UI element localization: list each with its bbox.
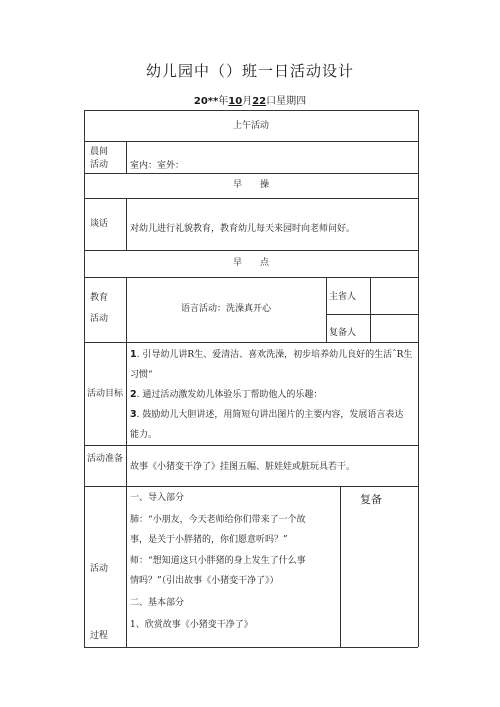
table-line bbox=[84, 141, 418, 142]
section-morning-activities: 上午活动 bbox=[232, 121, 269, 131]
table-line bbox=[84, 277, 418, 278]
co-preparer-label: 复备人 bbox=[329, 328, 357, 338]
morning-activity-content: 室内：室外： bbox=[130, 161, 185, 171]
review-column-title: 复备 bbox=[360, 493, 382, 506]
row-label-process-1: 活动 bbox=[90, 564, 109, 574]
date-year-suffix: 年 bbox=[218, 96, 229, 107]
process-line: 二、基本部分 bbox=[130, 598, 185, 608]
goal-1-cont: 习惯“ bbox=[130, 370, 153, 380]
preparation-content: 故事《小猪变干净了》挂图五幅、脏娃娃或脏玩具若干。 bbox=[130, 462, 356, 472]
table-line bbox=[326, 277, 327, 342]
date-day: 22 bbox=[252, 96, 267, 107]
table-line bbox=[126, 141, 127, 173]
section-morning-exercise: 早 操 bbox=[232, 180, 269, 190]
process-line: 事，是关于小胖猪的，你们愿意听吗？” bbox=[130, 535, 288, 545]
table-line bbox=[84, 173, 418, 174]
table-line bbox=[84, 110, 418, 111]
goal-1-text: . 引导幼儿讲R生、爱清洁、喜欢洗澡，初步培养幼儿良好的生活ˆR生 bbox=[136, 350, 413, 360]
goal-3 bbox=[130, 405, 416, 425]
table-line bbox=[340, 486, 341, 647]
date-month: 10 bbox=[228, 96, 243, 107]
main-preparer-label: 主省人 bbox=[329, 292, 357, 302]
goal-3-text: . 鼓励幼儿大胆讲述，用简短句讲出图片的主要内容，发展语言表达 bbox=[136, 410, 404, 420]
row-label-education-1: 教育 bbox=[90, 293, 109, 303]
section-breakfast: 早 点 bbox=[232, 258, 269, 268]
table-line bbox=[370, 277, 371, 342]
row-label-morning-activity-1: 晨间 bbox=[90, 147, 109, 157]
goal-1-num: 1 bbox=[130, 349, 137, 360]
goal-2 bbox=[130, 385, 416, 405]
table-line bbox=[418, 110, 419, 647]
table-line bbox=[84, 342, 418, 343]
table-line bbox=[126, 198, 127, 250]
table-line bbox=[84, 250, 418, 251]
page-title: 幼儿园中（）班一日活动设计 bbox=[145, 62, 354, 80]
goal-2-text: . 通过活动激发幼儿体验乐丁帮助他人的乐趣： bbox=[136, 390, 323, 400]
process-line: 肺：“小朋友，今天老师给你们带来了一个故 bbox=[130, 515, 306, 525]
row-label-process-2: 过程 bbox=[90, 631, 109, 641]
table-line bbox=[84, 445, 418, 446]
date-month-suffix: 月 bbox=[242, 96, 253, 107]
date-year: 20** bbox=[193, 96, 219, 107]
talk-content: 对幼儿进行礼貌教育，教育幼儿每天来园时向老师问好。 bbox=[130, 224, 356, 234]
row-label-morning-activity-2: 活动 bbox=[90, 160, 109, 170]
education-content: 语言活动：洗澡真开心 bbox=[180, 304, 271, 314]
process-line: 一、导入部分 bbox=[130, 493, 185, 503]
row-label-goals: 活动目标 bbox=[87, 389, 124, 399]
table-line bbox=[84, 198, 418, 199]
goal-1 bbox=[130, 345, 416, 365]
goal-2-num: 2 bbox=[130, 389, 137, 400]
row-label-preparation: 活动准备 bbox=[87, 454, 124, 464]
process-line: 1、欣赏故事《小猪变干净了》 bbox=[130, 620, 253, 630]
table-line bbox=[126, 277, 127, 647]
table-line bbox=[326, 314, 418, 315]
date-line bbox=[0, 92, 500, 107]
row-label-education-2: 活动 bbox=[90, 314, 109, 324]
table-line bbox=[84, 486, 418, 487]
goal-3-cont: 能力。 bbox=[130, 430, 158, 440]
row-label-talk: 谈话 bbox=[90, 219, 109, 229]
process-line: 情吗？”（引出故事《小猪变干净了》） bbox=[130, 576, 279, 586]
date-day-suffix: 口星期四 bbox=[266, 96, 307, 107]
process-line: 师：“想知道这只小胖猪的身上发生了什么事 bbox=[130, 556, 306, 566]
table-line bbox=[84, 647, 418, 648]
goal-3-num: 3 bbox=[130, 409, 137, 420]
